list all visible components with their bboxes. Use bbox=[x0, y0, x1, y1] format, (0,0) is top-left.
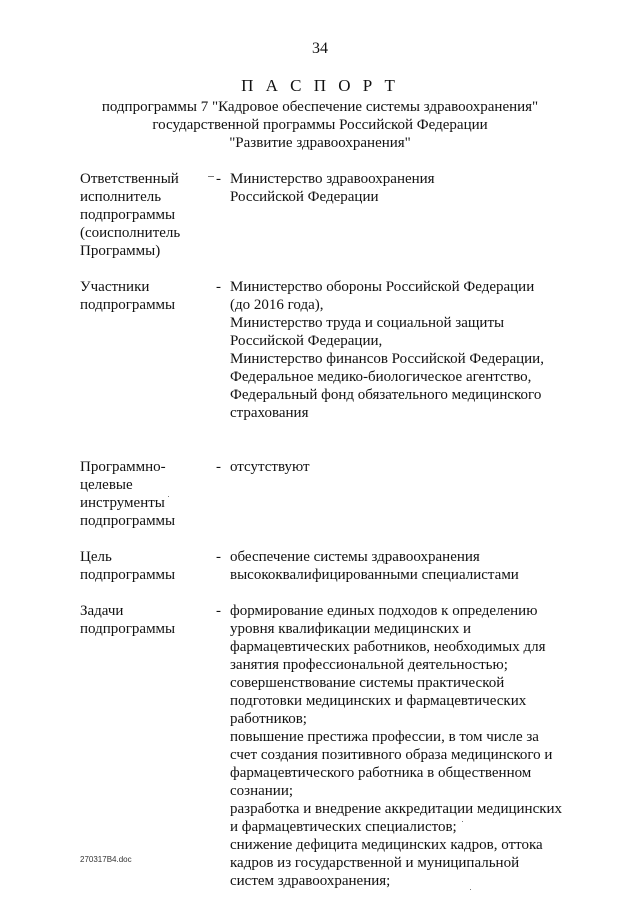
page-number: 34 bbox=[312, 40, 328, 57]
label-line: Программно- bbox=[80, 459, 166, 475]
label-line: подпрограммы bbox=[80, 513, 176, 529]
label-line: Участники bbox=[80, 279, 150, 295]
value-line: подготовки медицинских и фармацевтических bbox=[230, 693, 527, 709]
footer-file-code: 270317B4.doc bbox=[80, 855, 132, 864]
value-line: фармацевтического работника в общественном bbox=[230, 765, 532, 781]
row-dash: - bbox=[216, 549, 221, 565]
subtitle-line: "Развитие здравоохранения" bbox=[229, 135, 411, 151]
value-line: Министерство обороны Российской Федерации bbox=[230, 279, 535, 295]
value-line: работников; bbox=[230, 711, 307, 727]
document-title: П А С П О Р Т bbox=[241, 76, 399, 95]
value-line: разработка и внедрение аккредитации медицинских bbox=[230, 801, 563, 817]
label-line: Программы) bbox=[80, 243, 161, 259]
value-line: и фармацевтических специалистов; bbox=[230, 819, 457, 835]
value-line: формирование единых подходов к определению bbox=[230, 603, 538, 619]
scan-speck bbox=[168, 496, 169, 497]
scan-speck bbox=[462, 821, 463, 822]
row-value bbox=[230, 458, 580, 476]
row-label bbox=[80, 170, 205, 260]
row-dash: - bbox=[216, 603, 221, 619]
value-line: Министерство труда и социальной защиты bbox=[230, 315, 505, 331]
row-value bbox=[230, 548, 580, 584]
value-line: высококвалифицированными специалистами bbox=[230, 567, 519, 583]
passport-row-program-tools bbox=[80, 458, 580, 530]
passport-row-participants bbox=[80, 278, 580, 440]
label-line: инструменты bbox=[80, 495, 165, 511]
scan-speck bbox=[208, 176, 214, 177]
document-subtitle bbox=[0, 98, 640, 152]
row-label bbox=[80, 278, 205, 314]
value-line: обеспечение системы здравоохранения bbox=[230, 549, 480, 565]
value-line: кадров из государственной и муниципальной bbox=[230, 855, 520, 871]
row-dash: - bbox=[216, 459, 221, 475]
value-line: Российской Федерации, bbox=[230, 333, 383, 349]
row-label bbox=[80, 602, 205, 638]
passport-row-responsible-executor bbox=[80, 170, 580, 260]
value-line: повышение престижа профессии, в том числе за bbox=[230, 729, 539, 745]
value-line: Министерство финансов Российской Федерации, bbox=[230, 351, 544, 367]
row-dash: - bbox=[216, 171, 221, 187]
value-line: отсутствуют bbox=[230, 459, 310, 475]
label-line: исполнитель bbox=[80, 189, 162, 205]
value-line: Министерство здравоохранения bbox=[230, 171, 435, 187]
label-line: подпрограммы bbox=[80, 297, 176, 313]
label-line: Ответственный bbox=[80, 171, 179, 187]
value-line: фармацевтических работников, необходимых для bbox=[230, 639, 546, 655]
value-line: страхования bbox=[230, 405, 309, 421]
label-line: (соисполнитель bbox=[80, 225, 181, 241]
value-line: уровня квалификации медицинских и bbox=[230, 621, 471, 637]
label-line: Задачи bbox=[80, 603, 124, 619]
passport-row-goal bbox=[80, 548, 580, 584]
row-value bbox=[230, 602, 580, 890]
subtitle-line: государственной программы Российской Федерации bbox=[152, 117, 488, 133]
value-line: совершенствование системы практической bbox=[230, 675, 505, 691]
row-value bbox=[230, 170, 580, 206]
label-line: подпрограммы bbox=[80, 621, 176, 637]
value-line: занятия профессиональной деятельностью; bbox=[230, 657, 508, 673]
value-line: Федеральный фонд обязательного медицинского bbox=[230, 387, 542, 403]
label-line: подпрограммы bbox=[80, 207, 176, 223]
value-line: Российской Федерации bbox=[230, 189, 379, 205]
value-line: Федеральное медико-биологическое агентство, bbox=[230, 369, 532, 385]
value-line: снижение дефицита медицинских кадров, оттока bbox=[230, 837, 543, 853]
row-label bbox=[80, 548, 205, 584]
row-dash: - bbox=[216, 279, 221, 295]
value-line: (до 2016 года), bbox=[230, 297, 324, 313]
value-line: счет создания позитивного образа медицинского и bbox=[230, 747, 553, 763]
label-line: подпрограммы bbox=[80, 567, 176, 583]
row-value bbox=[230, 278, 580, 422]
value-line: сознании; bbox=[230, 783, 294, 799]
subtitle-line: подпрограммы 7 "Кадровое обеспечение системы здравоохранения" bbox=[101, 99, 539, 115]
label-line: Цель bbox=[80, 549, 112, 565]
row-label bbox=[80, 458, 205, 530]
label-line: целевые bbox=[80, 477, 133, 493]
scan-speck bbox=[470, 889, 471, 890]
value-line: систем здравоохранения; bbox=[230, 873, 391, 889]
